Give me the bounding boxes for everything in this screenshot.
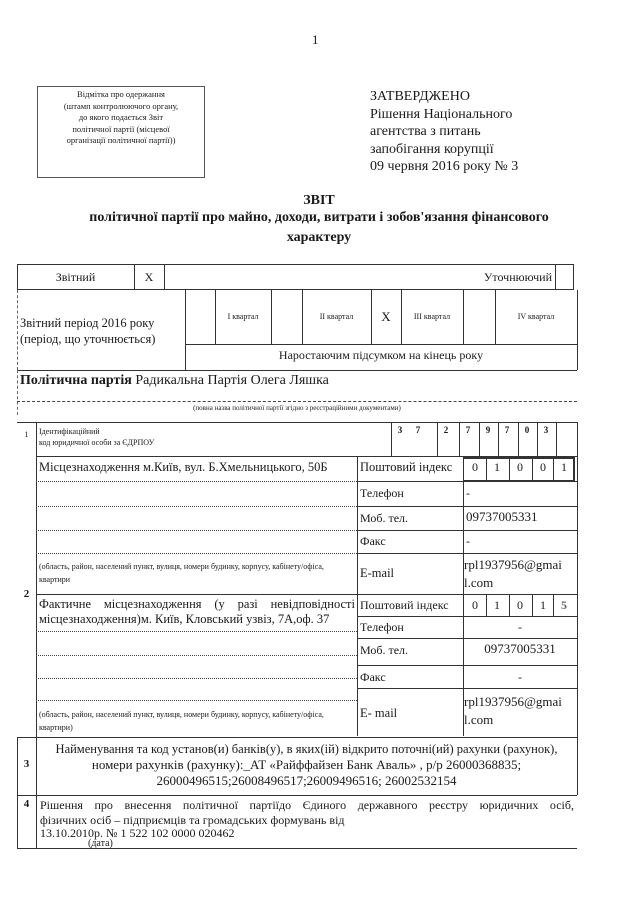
actual-phone-value: - (518, 620, 522, 634)
legal-phone-label: Телефон (360, 486, 404, 500)
party-name-prefix: Політична партія (20, 373, 132, 388)
approval-line: ЗАТВЕРДЖЕНО (370, 89, 470, 104)
legal-email-line1: rpl1937956@gmai (464, 557, 562, 572)
bank-accounts-line: 26000496515;26008496517;26009496516; 26002532154 (156, 773, 457, 788)
edrpou-digit: 3 (397, 425, 403, 435)
legal-phone-value: - (466, 486, 470, 500)
stamp-line: Відмітка про одержання (77, 89, 165, 99)
legal-email-label: E-mail (360, 566, 395, 580)
reporting-label: Звітний (55, 270, 96, 284)
registration-date-caption: (дата) (88, 838, 113, 849)
party-name (20, 373, 329, 389)
clarifying-checkbox[interactable] (555, 265, 573, 289)
legal-postal-digit: 0 (517, 460, 523, 474)
stamp-line: політичної партії (місцевої (72, 123, 170, 134)
actual-postal-digit: 0 (472, 598, 478, 612)
actual-address-caption: (область, район, населений пункт, вулиця, номери будинку, корпусу, кабінету/офіса, квартири) (39, 710, 324, 732)
approval-block (370, 88, 518, 176)
actual-postal-digit: 5 (561, 598, 567, 612)
actual-fax-label: Факс (360, 670, 386, 684)
report-title: ЗВІТ (303, 193, 335, 208)
actual-fax-value: - (518, 670, 522, 684)
edrpou-label-line1: Ідентифікаційний (39, 427, 100, 436)
legal-email-line2: l.com (464, 575, 494, 590)
edrpou-digit: 3 (543, 425, 549, 435)
legal-mobile-label: Моб. тел. (360, 511, 409, 525)
quarter-2-label: II квартал (319, 312, 354, 321)
registration-line2: фізичних осіб – підприємців та громадських формувань від (40, 813, 345, 827)
actual-address-line2: місцезнаходження)м. Київ, Кловський узвіз, 7А,оф. 37 (39, 612, 330, 626)
edrpou-label (39, 426, 154, 448)
report-subtitle-line2: характеру (286, 230, 352, 245)
edrpou-digit: 7 (504, 425, 510, 435)
period-label-line1: Звітний період 2016 року (20, 316, 155, 330)
stamp-line: організації політичної партії)) (66, 135, 176, 145)
registration-date-number: 13.10.2010р. № 1 522 102 0000 020462 (40, 826, 235, 840)
actual-postal-label: Поштовий індекс (360, 598, 449, 612)
stamp-line: до якого подається Звіт (78, 112, 164, 122)
actual-postal-digit: 1 (540, 598, 546, 612)
section-1-number: 1 (24, 430, 29, 439)
page-number: 1 (312, 32, 319, 47)
report-subtitle-line1: політичної партії про майно, доходи, витрати і зобов'язання фінансового (89, 210, 549, 225)
actual-email-line1: rpl1937956@gmai (464, 694, 562, 709)
section-3-number: 3 (23, 758, 30, 770)
section-4-number: 4 (23, 798, 30, 810)
edrpou-digit: 7 (415, 425, 421, 435)
legal-email-value (464, 556, 562, 592)
actual-postal-digit: 1 (494, 598, 500, 612)
stamp-line: (штамп контролюючого органу, (63, 100, 179, 111)
section-2-number: 2 (23, 588, 30, 600)
actual-address-line1: Фактичне місцезнаходження (у разі невідповідності (39, 597, 355, 611)
legal-postal-digit: 0 (472, 460, 478, 474)
quarter-1-label: I квартал (227, 312, 259, 321)
actual-mobile-label: Моб. тел. (360, 643, 409, 657)
legal-postal-label: Поштовий індекс (360, 460, 453, 474)
actual-mobile-value: 09737005331 (484, 641, 556, 656)
edrpou-digit: 0 (524, 425, 530, 435)
quarter-2-checkbox[interactable]: X (381, 309, 391, 324)
edrpou-digit: 7 (465, 425, 471, 435)
period-label (20, 315, 155, 347)
quarter-4-label: IV квартал (517, 312, 555, 321)
legal-address-caption: (область, район, населений пункт, вулиця, номери будинку, корпусу, кабінету/офіса, квартири (39, 562, 324, 584)
edrpou-digit: 2 (443, 425, 449, 435)
period-label-line2: (період, що уточнюється) (20, 332, 156, 346)
quarter-3-label: III квартал (413, 312, 451, 321)
party-name-rest: Радикальна Партія Олега Ляшка (131, 373, 329, 388)
edrpou-label-line2: код юридичної особи за ЄДРПОУ (39, 438, 155, 447)
legal-postal-digit: 1 (561, 460, 567, 474)
legal-postal-digit: 1 (494, 460, 500, 474)
reporting-checkbox[interactable]: X (144, 270, 154, 284)
registration-line1: Рішення про внесення політичної партіїдо Єдиного державного реєстру юридичних осіб, (40, 798, 574, 812)
party-name-caption: (повна назва політичної партії згідно з реєстраційними документами) (193, 404, 401, 412)
actual-postal-digit: 0 (517, 598, 523, 612)
bank-info (36, 741, 577, 789)
legal-fax-label: Факс (360, 534, 386, 548)
approval-line: запобігання корупції (370, 141, 494, 157)
clarifying-label: Уточнюючий (483, 270, 552, 284)
actual-email-line2: l.com (464, 712, 494, 727)
legal-fax-value: - (466, 534, 470, 548)
edrpou-digit: 9 (485, 425, 491, 435)
approval-line: 09 червня 2016 року № 3 (370, 159, 519, 174)
legal-mobile-value: 09737005331 (466, 509, 538, 524)
bank-info-line2: номери рахунків (рахунку):_АТ «Райффайзен Банк Аваль» , р/р 26000368835; (91, 757, 522, 772)
actual-email-value (464, 693, 562, 729)
legal-address: Місцезнаходження м.Київ, вул. Б.Хмельницького, 50Б (39, 460, 328, 474)
receipt-stamp-box (37, 86, 205, 178)
approval-line: агентства з питань (370, 124, 481, 139)
cumulative-label: Наростаючим підсумком на кінець року (278, 348, 484, 362)
bank-info-line1: Найменування та код установ(и) банків(у), в яких(ій) відкрито поточні(ий) рахунки (рахунок), (55, 742, 558, 756)
actual-phone-label: Телефон (360, 620, 404, 634)
actual-email-label: E- mail (360, 706, 398, 720)
legal-postal-digit: 0 (540, 460, 546, 474)
approval-line: Рішення Національного (370, 106, 513, 122)
